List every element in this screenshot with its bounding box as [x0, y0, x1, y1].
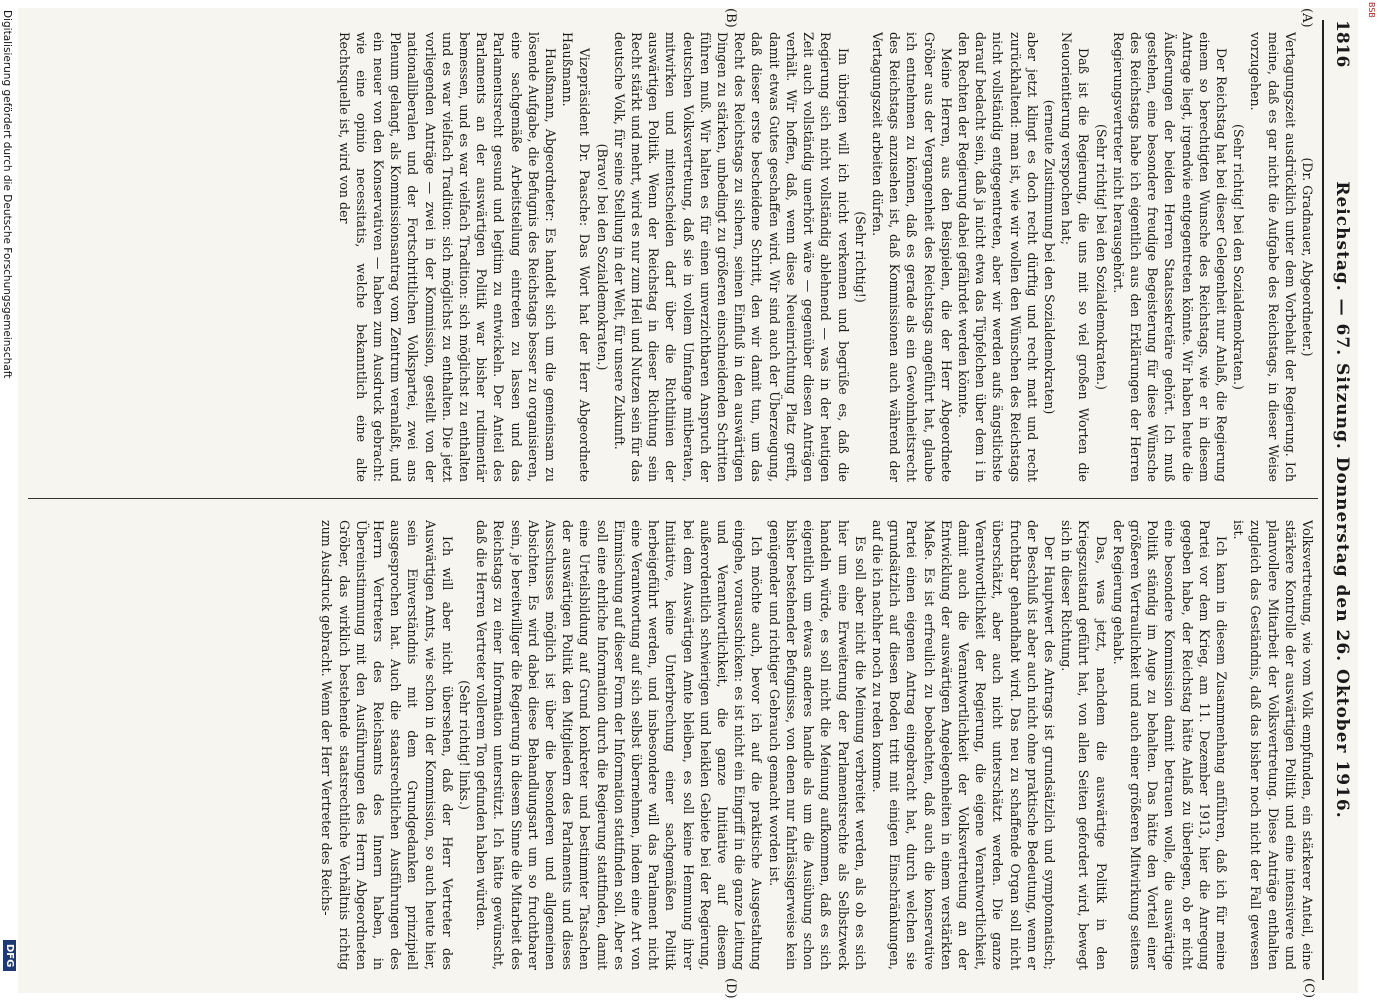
column-rule [28, 498, 1318, 499]
paragraph: aber jetzt klingt es doch recht dürftig und recht matt und recht zurückhaltend: man ist, wie wir wollen den Wünschen des Reichstags nicht vollständig entgegentreten, aber wir werden aufs ängstlichste darauf bedacht sein, daß ja nicht etwa das Tüpfelchen über dem i in den Rechten der Regierung dabei gefährdet werden könnte. [955, 32, 1040, 482]
paragraph: Vertagungszeit ausdrücklich unter dem Vorbehalt der Regierung. Ich meine, daß es gar nicht die Aufgabe des Reichstags, in dieser Weise vorzugehen. [1248, 32, 1298, 482]
speaker-paragraph: Vizepräsident Dr. Paasche: Das Wort hat der Herr Abgeordnete Haußmann. [560, 32, 593, 482]
digitization-credit: Digitalisierung gefördert durch die Deutsche Forschungsgemeinschaft [1, 10, 13, 379]
page-number: 1816 [1332, 20, 1352, 68]
interjection: (Bravo! bei den Sozialdemokraten.) [594, 143, 610, 371]
paragraph: Ich kann in diesem Zusammenhang anführen, daß ich für meine Partei vor dem Krieg, am 11. Dezember 1913, hier die Anregung gegeben habe, der Reichstag hätte Anlaß zu überlegen, ob er nicht eine besondere Kommission damit betrauen wolle, die auswärtige Politik ständig im Auge zu behalten. Das hätte den Vorteil einer größeren Vertraulichkeit und auch einer größeren Mitwirkung seitens der Regierung gehabt. [1110, 520, 1229, 970]
paragraph: Der Reichstag hat bei dieser Gelegenheit nur Anlaß, die Regierung einem so berechtigten Wunsche des Reichstags, wie er in diesem Antrage liegt, irgendwie entgegentreten könnte. Wir haben heute die Äußerungen der beiden Herren Staatssekretäre gehört. Ich muß gestehen, eine besondere freudige Begeisterung für diese Wünsche des Reichstags habe ich eigentlich aus den Erklärungen der Herren Regierungsvertreter nicht herausgehört. [1110, 32, 1229, 482]
paragraph: Ich möchte auch, bevor ich auf die praktische Ausgestaltung eingehe, vorausschicken: es ist nicht ein Eingriff in die ganze Leitung und Verantwortlichkeit, die ganze Initiative auf diesem außerordentlich schwierigen und heiklen Gebiete bei der Regierung, bei dem Auswärtigen Amte bleiben, es soll keine Hemmung ihrer Initiative, keine Unterbrechung einer sachgemäßen Politik herbeigeführt werden, und insbesondere will das Parlament nicht eine Verantwortung auf sich selbst übernehmen, indem eine Art von Einmischung auf dieser Form der Information stattfinden soll. Aber es soll eine ehrliche Information durch die Regierung stattfinden, damit eine Urteilsbildung auf Grund konkreter und bestimmter Tatsachen der auswärtigen Politik den Mitgliedern des Parlaments und dieses Ausschusses möglich ist über die besonderen und allgemeinen Absichten. Es wird dabei diese Behandlungsart um so fruchtbarer sein, je bereitwilliger die Regierung in diesem Sinne die Mitarbeit des Reichstags zu einer Information unterstützt. Ich hätte gewünscht, daß die Herren Vertreter vollerem Ton gefunden haben würden. [474, 520, 765, 970]
header-rule [1322, 20, 1324, 980]
paragraph: Volksvertretung, wie vom Volk empfunden, ein stärkerer Anteil, eine stärkere Kontrolle der auswärtigen Politik und eine intensivere und planvollere Mitarbeit der Volksvertretung. Diese Anträge enthalten zugleich das Geständnis, daß das bisher noch nicht der Fall gewesen ist. [1231, 520, 1315, 970]
right-column [36, 520, 1316, 970]
margin-marker-a: (A) [1299, 8, 1314, 28]
paragraph: Daß ist die Regierung, die uns mit so viel großen Worten die Neuorientierung verspochen hat; [1059, 32, 1092, 482]
paragraph: Im übrigen will ich nicht verkennen und begrüße es, daß die Regierung sich nicht vollständig ablehnend — was in der heutigen Zeit auch vollständig unerhört wäre — gegenüber diesen Anträgen verhält. Wir hoffen, daß, wenn diese Neueinrichtung Platz greift, damit etwas Gutes geschaffen wird. Wir sind auch der Überzeugung, daß dieser erste bescheidene Schritt, den wir damit tun, um das Recht des Reichstags zu sichern, seinen Einfluß in den auswärtigen Dingen zu stärken, unbedingt zu größeren einschneidenden Schritten führen muß. Wir halten es für einen unverzichtbaren Anspruch der deutschen Volksvertretung, daß sie in vollem Umfange mitberaten, mitwirken und mitentscheiden darf über die Richtlinien der auswärtigen Politik. Wenn der Reichstag in dieser Richtung sein Recht stärkt und mehrt, wird es nur zum Heil und Nutzen sein für das deutsche Volk, für seine Stellung in der Welt, für unsere Zukunft. [611, 32, 851, 482]
interjection: (Sehr richtig! bei den Sozialdemokraten.) [1093, 124, 1109, 390]
interjection: (Sehr richtig! bei den Sozialdemokraten.) [1231, 124, 1247, 390]
interjection: (Sehr richtig! links.) [457, 680, 473, 810]
page-title: Reichstag. — 67. Sitzung. Donnerstag den 26. Oktober 1916. [1332, 181, 1352, 819]
left-column [36, 32, 1316, 482]
dfg-logo: DFG [3, 940, 16, 971]
page-header [1322, 20, 1352, 980]
speaker-paragraph: Haußmann, Abgeordneter: Es handelt sich um die gemeinsam zu lösende Aufgabe, die Befugnis des Reichstags besser zu organisieren, eine sachgemäße Arbeitsteilung eintreten zu lassen und das Parlamentsrecht gesund und legitim zu entwickeln. Der Anteil des Parlaments an der auswärtigen Politik war bisher rudimentär bemessen, und es war vielfach Tradition: sich möglichst zu enthalten und es war vielfach Tradition: sich möglichst zu enthalten. Die jetzt vorliegenden Anträge — zwei in der Kommission, gestellt von der nationalliberalen und der Fortschrittlichen Volkspartei, zwei ans Plenum gelangt, als Kommissionsantrag vom Zentrum veranlaßt, und ein neuer von den Konservativen — haben zum Ausdruck gebracht: wie eine opinio necessitatis, welche bekanntlich eine alte Rechtsquelle ist, wird von der [336, 32, 559, 482]
interjection: (erneute Zustimmung bei den Sozialdemokraten) [1041, 99, 1057, 415]
paragraph: Ich will aber nicht übersehen, daß der Herr Vertreter des Auswärtigen Amts, wie schon in der Kommission, so auch heute hier, sein Einverständnis mit dem Grundgedanken prinzipiell ausgesprochen hat. Auch die staatsrechtlichen Ausführungen des Herrn Vertreters des Reichsamts des Innern haben, in Übereinstimmung mit den Ausführungen des Herrn Abgeordneten Gröber, das wirklich bestehende staatsrechtliche Verhältnis richtig zum Ausdruck gebracht. Wenn der Herr Vertreter des Reichs- [319, 520, 455, 970]
paragraph: Das, was jetzt, nachdem die auswärtige Politik in den Kriegszustand geführt hat, von allen Seiten gefordert wird, bewegt sich in dieser Richtung. [1059, 520, 1109, 970]
interjection: (Sehr richtig!) [852, 211, 868, 303]
paragraph: Der Hauptwert des Antrags ist grundsätzlich und symptomatisch; der Beschluß ist aber auch nicht ohne praktische Bedeutung, wenn er fruchtbar gehandhabt wird. Das neu zu schaffende Organ soll nicht überschätzt, aber auch nicht unterschätzt werden. Die ganze Verantwortlichkeit der Regierung, die eigene Verantwortlichkeit, damit auch die Verantwortlichkeit der Volksvertretung an der Entwicklung der auswärtigen Angelegenheiten in einem verstärkten Maße. Es ist erfreulich zu beobachten, daß auch die konservative Partei einen eigenen Antrag eingebracht hat, durch welchen sie grundsätzlich auf diesen Boden tritt mit einigen Einschränkungen, auf die ich nachher noch zu reden komme. [869, 520, 1057, 970]
speaker-note: (Dr. Gradnauer, Abgeordneter.) [1300, 157, 1315, 357]
paragraph: Es soll aber nicht die Meinung verbreitet werden, als ob es sich hier um eine Erweiterung der Parlamentsrechte als Selbstzweck handeln würde, es soll nicht die Meinung aufkommen, daß es sich eigentlich um etwas anderes handle als um die Ausübung schon bisher bestehender Befugnisse, von denen nur fahrlässigerweise kein genügender und richtiger Gebrauch gemacht worden ist. [766, 520, 868, 970]
margin-marker-d: (D) [723, 978, 738, 999]
library-mark: BSB [1367, 2, 1376, 18]
margin-marker-c: (C) [1301, 978, 1316, 999]
margin-marker-b: (B) [723, 8, 738, 28]
paragraph: Meine Herren, aus den Beispielen, die der Herr Abgeordnete Gröber aus der Vergangenheit des Reichstags angeführt hat, glaube ich entnehmen zu können, daß es gerade als ein Gewohnheitsrecht des Reichstags anzusehen ist, daß Kommissionen auch während der Vertagungszeit arbeiten dürfen. [869, 32, 954, 482]
